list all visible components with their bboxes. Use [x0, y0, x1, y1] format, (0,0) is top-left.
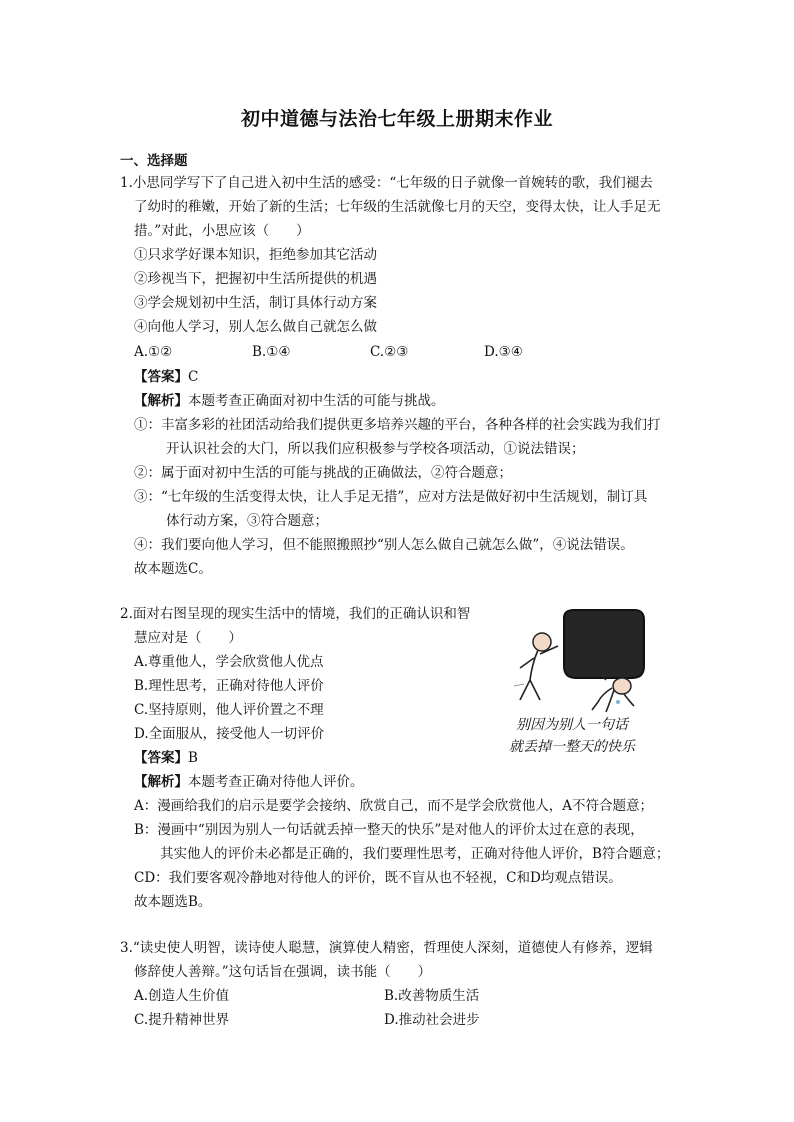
analysis-tag: 【解析】 — [134, 393, 188, 409]
q2-analysis-line: 故本题选B。 — [134, 894, 212, 910]
q1-stem-line: 了幼时的稚嫩，开始了新的生活；七年级的生活就像七月的天空，变得太快，让人手足无 — [134, 199, 661, 215]
section-heading: 一、选择题 — [120, 153, 188, 169]
q1-option-c: C.②③ — [370, 344, 409, 360]
analysis-tag: 【解析】 — [134, 774, 188, 790]
q2-answer — [134, 748, 198, 768]
q3-stem-line: 3.“读史使人明智，读诗使人聪慧，演算使人精密，哲理使人深刻，道德使人有修养，逻辑 — [120, 940, 653, 956]
q1-item: ④向他人学习，别人怎么做自己就怎么做 — [134, 319, 377, 335]
q3-stem-line: 修辞使人善辩。”这句话旨在强调，读书能（ ） — [134, 964, 432, 980]
q1-analysis-line: ①：丰富多彩的社团活动给我们提供更多培养兴趣的平台，各种各样的社会实践为我们打 — [134, 417, 661, 433]
q1-analysis-line: 开认识社会的大门，所以我们应积极参与学校各项活动，①说法错误； — [166, 441, 585, 457]
answer-value: B — [188, 750, 198, 766]
answer-tag: 【答案】 — [134, 750, 188, 766]
q1-analysis-line: ③：“七年级的生活变得太快，让人手足无措”，应对方法是做好初中生活规划，制订具 — [134, 489, 648, 505]
q2-option-c: C.坚持原则，他人评价置之不理 — [134, 702, 324, 718]
q2-analysis-line: CD：我们要客观冷静地对待他人的评价，既不盲从也不轻视，C和D均观点错误。 — [134, 870, 622, 886]
q3-option-d: D.推动社会进步 — [384, 1012, 480, 1028]
q1-stem-line: 1.小思同学写下了自己进入初中生活的感受：“七年级的日子就像一首婉转的歌，我们褪去 — [120, 175, 653, 191]
q3-option-a: A.创造人生价值 — [134, 988, 230, 1004]
q2-option-b: B.理性思考，正确对待他人评价 — [134, 678, 324, 694]
q1-stem-line: 措。”对此，小思应该（ ） — [134, 223, 310, 239]
q2-analysis-line: B：漫画中“别因为别人一句话就丢掉一整天的快乐”是对他人的评价太过在意的表现， — [134, 822, 644, 838]
q3-option-c: C.提升精神世界 — [134, 1012, 230, 1028]
answer-value: C — [188, 369, 199, 385]
q1-option-a: A.①② — [134, 344, 173, 360]
q1-analysis-line: 体行动方案，③符合题意； — [166, 513, 328, 529]
q2-option-a: A.尊重他人，学会欣赏他人优点 — [134, 654, 324, 670]
q1-item: ①只求学好课本知识，拒绝参加其它活动 — [134, 247, 377, 263]
q1-answer — [134, 367, 198, 387]
q2-option-d: D.全面服从，接受他人一切评价 — [134, 726, 325, 742]
q1-item: ③学会规划初中生活，制订具体行动方案 — [134, 295, 377, 311]
q1-analysis-line: ②：属于面对初中生活的可能与挑战的正确做法，②符合题意； — [134, 465, 512, 481]
q2-analysis-line: 其实他人的评价未必都是正确的，我们要理性思考，正确对待他人评价，B符合题意； — [160, 846, 670, 862]
q1-analysis-line: 故本题选C。 — [134, 561, 212, 577]
cartoon-caption: 别因为别人一句话 就丢掉一整天的快乐 — [509, 717, 635, 755]
answer-tag: 【答案】 — [134, 369, 188, 385]
q2-stem-line: 慧应对是（ ） — [134, 630, 242, 646]
q3-option-b: B.改善物质生活 — [384, 988, 480, 1004]
q2-stem-line: 2.面对右图呈现的现实生活中的情境，我们的正确认识和智 — [120, 606, 471, 622]
q1-option-b: B.①④ — [252, 344, 291, 360]
q1-item: ②珍视当下，把握初中生活所提供的机遇 — [134, 271, 377, 287]
q1-analysis-intro: 【解析】本题考查正确面对初中生活的可能与挑战。 — [134, 393, 445, 409]
q2-analysis-line: A：漫画给我们的启示是要学会接纳、欣赏自己，而不是学会欣赏他人，A不符合题意； — [134, 798, 653, 814]
page-title: 初中道德与法治七年级上册期末作业 — [240, 108, 553, 130]
q2-analysis-intro: 【解析】本题考查正确对待他人评价。 — [134, 774, 364, 790]
q1-analysis-line: ④：我们要向他人学习，但不能照搬照抄“别人怎么做自己就怎么做”，④说法错误。 — [134, 537, 634, 553]
q1-option-d: D.③④ — [484, 344, 523, 360]
